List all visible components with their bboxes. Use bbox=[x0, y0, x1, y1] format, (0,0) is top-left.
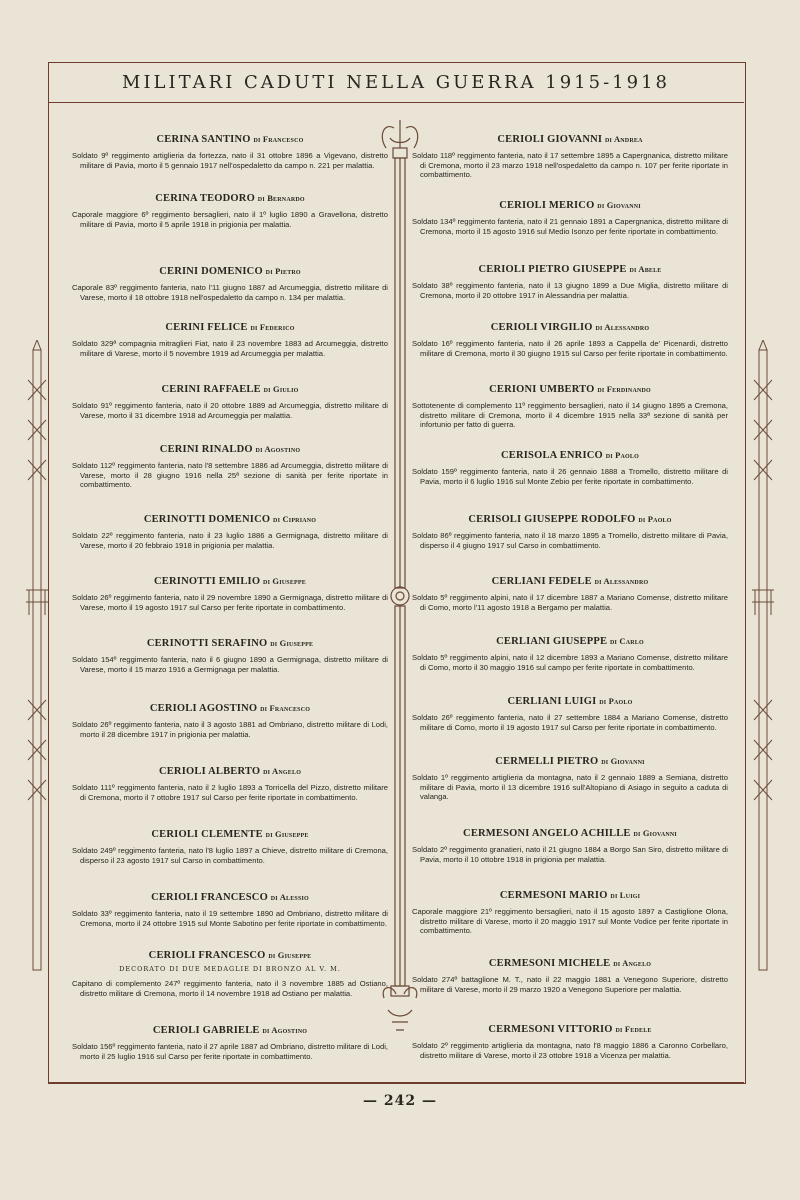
entry-patronymic: di Andrea bbox=[605, 134, 643, 144]
entry-patronymic: di Giuseppe bbox=[263, 576, 306, 586]
list-item bbox=[412, 636, 728, 672]
entry-patronymic: di Paolo bbox=[605, 450, 639, 460]
entry-name bbox=[412, 514, 728, 525]
entry-patronymic: di Alessio bbox=[270, 892, 309, 902]
entry-text: Soldato 2º reggimento granatieri, nato il 21 giugno 1884 a Borgo San Siro, distretto militare di Pavia, morto il 10 ottobre 1918 in prigionia per malattia. bbox=[412, 845, 728, 864]
entry-decoration: DECORATO DI DUE MEDAGLIE DI BRONZO AL V. M. bbox=[119, 965, 341, 973]
entry-patronymic: di Paolo bbox=[599, 696, 633, 706]
right-side-ornament-icon bbox=[752, 340, 774, 980]
entry-name bbox=[72, 384, 388, 395]
list-item bbox=[72, 444, 388, 490]
list-item bbox=[72, 950, 388, 998]
entry-name bbox=[72, 193, 388, 204]
entry-text: Soldato 159º reggimento fanteria, nato il 26 gennaio 1888 a Tromello, distretto militare di Pavia, morto il 6 luglio 1916 sul Monte Zebio per ferite riportate in combattimento. bbox=[412, 467, 728, 486]
list-item bbox=[412, 200, 728, 236]
entry-name bbox=[412, 1024, 728, 1035]
entry-surname: CERIOLI AGOSTINO bbox=[149, 703, 258, 714]
entry-patronymic: di Paolo bbox=[638, 514, 672, 524]
list-item bbox=[412, 1024, 728, 1060]
entry-text: Caporale 83º reggimento fanteria, nato l'11 giugno 1887 ad Arcumeggia, distretto militare di Varese, morto il 18 ottobre 1918 nell'ospedaletto da campo n. 134 per malattia. bbox=[72, 283, 388, 302]
entry-name bbox=[412, 890, 728, 901]
entry-name bbox=[72, 444, 388, 455]
entry-text: Soldato 274º battaglione M. T., nato il 22 maggio 1881 a Venegono Superiore, distretto militare di Varese, morto il 29 marzo 1920 a Venegono Superiore per malattia. bbox=[412, 975, 728, 994]
list-item bbox=[412, 264, 728, 300]
entry-text: Soldato 16º reggimento fanteria, nato il 26 aprile 1893 a Cappella de' Picenardi, distretto militare di Cremona, morto il 30 giugno 1915 sul Carso per ferite riportate in combattimento. bbox=[412, 339, 728, 358]
entry-name bbox=[72, 703, 388, 714]
entry-patronymic: di Francesco bbox=[253, 134, 304, 144]
entry-name bbox=[72, 266, 388, 277]
entry-surname: CERIOLI PIETRO GIUSEPPE bbox=[478, 264, 627, 275]
list-item bbox=[72, 266, 388, 302]
entry-patronymic: di Abele bbox=[629, 264, 662, 274]
entry-surname: CERINI RINALDO bbox=[159, 444, 253, 455]
entry-text: Soldato 112º reggimento fanteria, nato l'8 settembre 1886 ad Arcumeggia, distretto militare di Varese, morto il 28 giugno 1916 nella 25ª sezione di sanità per ferite riportate in combattimento. bbox=[72, 461, 388, 490]
entry-text: Soldato 9º reggimento artiglieria da fortezza, nato il 31 ottobre 1896 a Vigevano, distretto militare di Pavia, morto il 5 gennaio 1917 nell'ospedaletto da campo n. 221 per malattia. bbox=[72, 151, 388, 170]
list-item bbox=[412, 322, 728, 358]
list-item bbox=[72, 1025, 388, 1061]
list-item bbox=[412, 134, 728, 180]
entry-text: Soldato 249º reggimento fanteria, nato l'8 luglio 1897 a Chieve, distretto militare di Cremona, disperso il 23 agosto 1917 sul Carso in combattimento. bbox=[72, 846, 388, 865]
entry-text: Soldato 1º reggimento artiglieria da montagna, nato il 2 gennaio 1889 a Semiana, distretto militare di Pavia, morto il 13 dicembre 1916 sull'Altopiano di Asiago in seguito a caduta di valanga. bbox=[412, 773, 728, 802]
entry-text: Soldato 33º reggimento fanteria, nato il 19 settembre 1890 ad Ombriano, distretto militare di Cremona, morto il 24 ottobre 1915 sul Monte Sabotino per ferite riportate in combattimento. bbox=[72, 909, 388, 928]
list-item bbox=[72, 193, 388, 229]
entry-patronymic: di Cipriano bbox=[273, 514, 317, 524]
entry-text: Caporale maggiore 6º reggimento bersaglieri, nato il 1º luglio 1890 a Gravellona, distretto militare di Pavia, morto il 5 aprile 1918 in prigionia per malattia. bbox=[72, 210, 388, 229]
entry-patronymic: di Bernardo bbox=[257, 193, 305, 203]
entry-surname: CERMELLI PIETRO bbox=[495, 756, 599, 767]
entry-patronymic: di Angelo bbox=[613, 958, 652, 968]
entry-surname: CERIOLI GABRIELE bbox=[152, 1025, 260, 1036]
entry-text: Capitano di complemento 247º reggimento fanteria, nato il 3 novembre 1885 ad Ostiano, distretto militare di Cremona, morto il 14 novembre 1918 ad Ostiano per malattia. bbox=[72, 979, 388, 998]
entry-surname: CERIOLI FRANCESCO bbox=[151, 892, 268, 903]
entry-name bbox=[72, 638, 388, 649]
entry-patronymic: di Angelo bbox=[263, 766, 302, 776]
entry-surname: CERIOLI ALBERTO bbox=[158, 766, 261, 777]
entry-surname: CERMESONI ANGELO ACHILLE bbox=[463, 828, 631, 839]
entry-surname: CERISOLI GIUSEPPE RODOLFO bbox=[468, 514, 636, 525]
entry-name bbox=[72, 950, 388, 961]
list-item bbox=[412, 696, 728, 732]
list-item bbox=[72, 829, 388, 865]
entry-surname: CERIOLI FRANCESCO bbox=[148, 950, 266, 961]
entry-text: Soldato 156º reggimento fanteria, nato il 27 aprile 1887 ad Ombriano, distretto militare di Lodi, morto il 25 luglio 1916 sul Carso per ferite riportate in combattimento. bbox=[72, 1042, 388, 1061]
entry-name bbox=[72, 134, 388, 145]
entry-patronymic: di Giovanni bbox=[633, 828, 677, 838]
entry-surname: CERMESONI MARIO bbox=[499, 890, 608, 901]
entry-text: Soldato 26º reggimento fanteria, nato il 3 agosto 1881 ad Ombriano, distretto militare di Lodi, morto il 28 dicembre 1917 in prigionia per malattia. bbox=[72, 720, 388, 739]
list-item bbox=[72, 703, 388, 739]
entry-patronymic: di Giulio bbox=[263, 384, 299, 394]
entry-patronymic: di Fedele bbox=[615, 1024, 652, 1034]
entry-text: Soldato 26º reggimento fanteria, nato il 27 settembre 1884 a Mariano Comense, distretto militare di Como, morto il 19 agosto 1917 sul Carso per ferite riportate in combattimento. bbox=[412, 713, 728, 732]
entry-name bbox=[412, 696, 728, 707]
entry-surname: CERINOTTI DOMENICO bbox=[143, 514, 271, 525]
entry-patronymic: di Federico bbox=[250, 322, 295, 332]
entry-text: Soldato 154º reggimento fanteria, nato il 6 giugno 1890 a Germignaga, distretto militare di Varese, morto il 15 marzo 1916 a Germignaga per malattia. bbox=[72, 655, 388, 674]
entry-text: Soldato 26º reggimento fanteria, nato il 29 novembre 1890 a Germignaga, distretto militare di Varese, morto il 19 agosto 1917 sul Carso per ferite riportate in combattimento. bbox=[72, 593, 388, 612]
list-item bbox=[412, 576, 728, 612]
entry-patronymic: di Giuseppe bbox=[265, 829, 309, 839]
header-divider bbox=[48, 102, 744, 103]
entry-surname: CERIOLI VIRGILIO bbox=[490, 322, 593, 333]
entry-text: Soldato 86º reggimento fanteria, nato il 18 marzo 1895 a Tromello, distretto militare di Pavia, disperso il 4 giugno 1917 sul Carso in combattimento. bbox=[412, 531, 728, 550]
entry-name bbox=[72, 322, 388, 333]
entry-name bbox=[72, 576, 388, 587]
entry-surname: CERIOLI CLEMENTE bbox=[151, 829, 263, 840]
entry-name bbox=[412, 134, 728, 145]
entry-name bbox=[412, 450, 728, 461]
entry-patronymic: di Alessandro bbox=[595, 322, 650, 332]
list-item bbox=[72, 134, 388, 170]
entry-surname: CERINA SANTINO bbox=[156, 134, 251, 145]
list-item bbox=[412, 450, 728, 486]
entry-name bbox=[412, 322, 728, 333]
page-title: MILITARI CADUTI NELLA GUERRA 1915-1918 bbox=[122, 72, 670, 93]
list-item bbox=[72, 638, 388, 674]
entry-surname: CERLIANI GIUSEPPE bbox=[496, 636, 608, 647]
entry-text: Soldato 5º reggimento alpini, nato il 17 dicembre 1887 a Mariano Comense, distretto militare di Como, morto l'11 agosto 1918 a Bergamo per malattia. bbox=[412, 593, 728, 612]
entry-name bbox=[72, 514, 388, 525]
entry-text: Soldato 22º reggimento fanteria, nato il 23 luglio 1886 a Germignaga, distretto militare di Varese, morto il 20 febbraio 1918 in prigionia per malattia. bbox=[72, 531, 388, 550]
entry-name bbox=[72, 766, 388, 777]
entry-text: Sottotenente di complemento 11º reggimento bersaglieri, nato il 14 giugno 1895 a Cremona, distretto militare di Cremona, morto il 4 dicembre 1915 nella 33ª sezione di sanità per infortunio per fatto di guerra. bbox=[412, 401, 728, 430]
entry-surname: CERMESONI VITTORIO bbox=[488, 1024, 613, 1035]
entry-text: Soldato 2º reggimento artiglieria da montagna, nato l'8 maggio 1886 a Caronno Corbellaro, distretto militare di Varese, morto il 23 ottobre 1918 a Vicenza per malattia. bbox=[412, 1041, 728, 1060]
entry-text: Soldato 134º reggimento fanteria, nato il 21 gennaio 1891 a Capergnanica, distretto militare di Cremona, morto il 15 agosto 1916 sul Medio Isonzo per ferite riportate in combattimento. bbox=[412, 217, 728, 236]
entry-name bbox=[412, 756, 728, 767]
list-item bbox=[72, 322, 388, 358]
entry-name bbox=[412, 384, 728, 395]
entry-patronymic: di Luigi bbox=[610, 890, 641, 900]
entry-patronymic: di Giuseppe bbox=[268, 950, 312, 960]
entry-patronymic: di Agostino bbox=[255, 444, 301, 454]
list-item bbox=[412, 384, 728, 430]
entry-text: Soldato 5º reggimento alpini, nato il 12 dicembre 1893 a Mariano Comense, distretto militare di Como, morto il 30 maggio 1916 sul campo per ferite riportate in combattimento. bbox=[412, 653, 728, 672]
entry-text: Soldato 38º reggimento fanteria, nato il 13 giugno 1899 a Due Miglia, distretto militare di Cremona, morto il 20 ottobre 1917 in Alessandria per malattia. bbox=[412, 281, 728, 300]
entry-name bbox=[412, 200, 728, 211]
entry-patronymic: di Giovanni bbox=[597, 200, 641, 210]
list-item bbox=[412, 514, 728, 550]
entry-name bbox=[72, 1025, 388, 1036]
entry-patronymic: di Ferdinando bbox=[597, 384, 651, 394]
entry-surname: CERIOLI GIOVANNI bbox=[497, 134, 603, 145]
entry-patronymic: di Agostino bbox=[262, 1025, 308, 1035]
entry-surname: CERLIANI LUIGI bbox=[507, 696, 597, 707]
entry-surname: CERINA TEODORO bbox=[155, 193, 255, 204]
entry-surname: CERIONI UMBERTO bbox=[489, 384, 595, 395]
list-item bbox=[72, 514, 388, 550]
page-number: — 242 — bbox=[363, 1093, 437, 1109]
list-item bbox=[72, 766, 388, 802]
entry-name bbox=[412, 264, 728, 275]
entry-surname: CERIOLI MERICO bbox=[499, 200, 595, 211]
entry-name bbox=[412, 636, 728, 647]
entry-surname: CERINOTTI EMILIO bbox=[154, 576, 261, 587]
entry-text: Soldato 91º reggimento fanteria, nato il 20 ottobre 1889 ad Arcumeggia, distretto militare di Varese, morto il 31 dicembre 1918 ad Arcumeggia per malattia. bbox=[72, 401, 388, 420]
entry-surname: CERINI DOMENICO bbox=[159, 266, 263, 277]
entry-text: Soldato 111º reggimento fanteria, nato il 2 luglio 1893 a Torricella del Pizzo, distretto militare di Cremona, morto il 7 ottobre 1917 sul Carso per ferite riportate in combattimento. bbox=[72, 783, 388, 802]
left-side-ornament-icon bbox=[26, 340, 48, 980]
footer-divider bbox=[48, 1082, 744, 1083]
entry-patronymic: di Pietro bbox=[265, 266, 301, 276]
entry-name bbox=[412, 828, 728, 839]
list-item bbox=[72, 384, 388, 420]
entry-name bbox=[412, 958, 728, 969]
entry-surname: CERINI FELICE bbox=[165, 322, 248, 333]
entry-text: Soldato 118º reggimento fanteria, nato il 17 settembre 1895 a Capergnanica, distretto militare di Cremona, morto il 23 marzo 1918 nell'ospedaletto da campo n. 107 per ferite riportate in combattimento. bbox=[412, 151, 728, 180]
entry-surname: CERMESONI MICHELE bbox=[488, 958, 611, 969]
entry-text: Caporale maggiore 21º reggimento bersaglieri, nato il 15 agosto 1897 a Castiglione Olona, distretto militare di Varese, morto il 20 maggio 1917 sul Monte Vodice per ferite riportate in combattimento. bbox=[412, 907, 728, 936]
entry-surname: CERISOLA ENRICO bbox=[501, 450, 603, 461]
list-item bbox=[412, 828, 728, 864]
entry-surname: CERLIANI FEDELE bbox=[491, 576, 592, 587]
entry-patronymic: di Francesco bbox=[260, 703, 311, 713]
entry-patronymic: di Giuseppe bbox=[270, 638, 314, 648]
entry-surname: CERINI RAFFAELE bbox=[161, 384, 261, 395]
entry-text: Soldato 329ª compagnia mitraglieri Fiat, nato il 23 novembre 1883 ad Arcumeggia, distretto militare di Varese, morto il 5 novembre 1919 ad Arcumeggia per malattia. bbox=[72, 339, 388, 358]
entry-patronymic: di Alessandro bbox=[594, 576, 649, 586]
list-item bbox=[412, 756, 728, 802]
entry-name bbox=[72, 892, 388, 903]
entry-name bbox=[72, 829, 388, 840]
entry-name bbox=[412, 576, 728, 587]
list-item bbox=[412, 890, 728, 936]
entry-patronymic: di Giovanni bbox=[601, 756, 645, 766]
list-item bbox=[412, 958, 728, 994]
list-item bbox=[72, 892, 388, 928]
entry-patronymic: di Carlo bbox=[610, 636, 644, 646]
list-item bbox=[72, 576, 388, 612]
entry-surname: CERINOTTI SERAFINO bbox=[146, 638, 268, 649]
